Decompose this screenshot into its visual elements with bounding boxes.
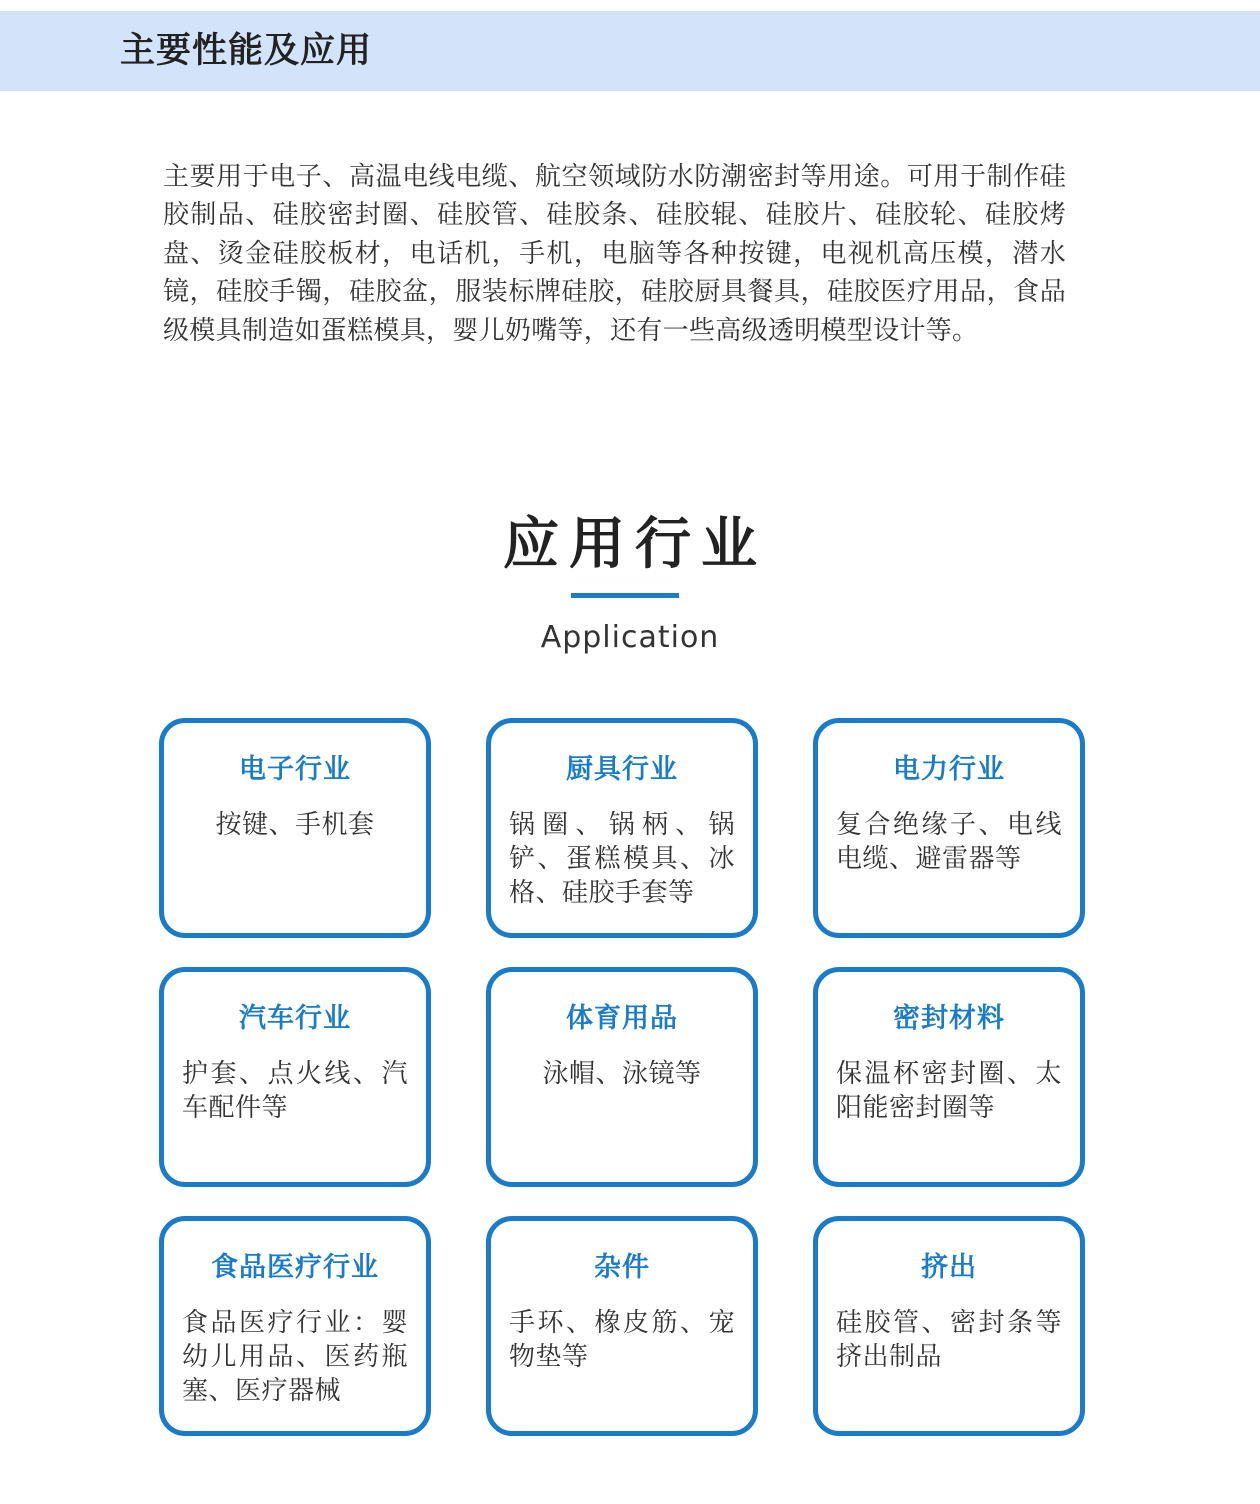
- industry-card-extrusion: [813, 1216, 1085, 1436]
- card-title: 密封材料: [893, 1003, 1005, 1034]
- industry-card-grid: [159, 718, 1085, 1436]
- industry-card-sports: [486, 967, 758, 1187]
- card-title: 挤出: [921, 1252, 977, 1283]
- industry-title: 应用行业: [503, 512, 767, 577]
- industry-card-food-medical: [159, 1216, 431, 1436]
- industry-card-power: [813, 718, 1085, 938]
- card-title: 汽车行业: [239, 1003, 351, 1034]
- section-title: 主要性能及应用: [120, 31, 373, 71]
- performance-description: 主要用于电子、高温电线电缆、航空领域防水防潮密封等用途。可用于制作硅胶制品、硅胶密封圈、硅胶管、硅胶条、硅胶辊、硅胶片、硅胶轮、硅胶烤盘、烫金硅胶板材，电话机，手机，电脑等各种按键，电视机高压模，潜水镜，硅胶手镯，硅胶盆，服装标牌硅胶，硅胶厨具餐具，硅胶医疗用品，食品级模具制造如蛋糕模具，婴儿奶嘴等，还有一些高级透明模型设计等。: [163, 162, 1066, 346]
- card-description: 食品医疗行业：婴幼儿用品、医药瓶塞、医疗器械: [182, 1308, 408, 1406]
- industry-card-kitchenware: [486, 718, 758, 938]
- card-description: 保温杯密封圈、太阳能密封圈等: [836, 1059, 1062, 1123]
- card-title: 杂件: [594, 1252, 650, 1283]
- card-title: 厨具行业: [566, 754, 678, 785]
- card-title: 食品医疗行业: [211, 1252, 379, 1283]
- card-description: 护套、点火线、汽车配件等: [182, 1059, 408, 1123]
- industry-card-automotive: [159, 967, 431, 1187]
- card-description: 锅圈、锅柄、锅铲、蛋糕模具、冰格、硅胶手套等: [509, 810, 735, 908]
- card-title: 电力行业: [893, 754, 1005, 785]
- card-description: 硅胶管、密封条等挤出制品: [836, 1308, 1062, 1372]
- card-description: 按键、手机套: [215, 810, 375, 840]
- title-underline: [571, 593, 679, 598]
- industry-subtitle: Application: [540, 620, 720, 655]
- card-title: 电子行业: [239, 754, 351, 785]
- card-title: 体育用品: [566, 1003, 678, 1034]
- industry-card-sealing: [813, 967, 1085, 1187]
- card-description: 泳帽、泳镜等: [542, 1059, 702, 1089]
- section-banner: [0, 11, 1260, 91]
- industry-card-miscellaneous: [486, 1216, 758, 1436]
- industry-card-electronics: [159, 718, 431, 938]
- card-description: 复合绝缘子、电线电缆、避雷器等: [836, 810, 1062, 874]
- card-description: 手环、橡皮筋、宠物垫等: [509, 1308, 735, 1372]
